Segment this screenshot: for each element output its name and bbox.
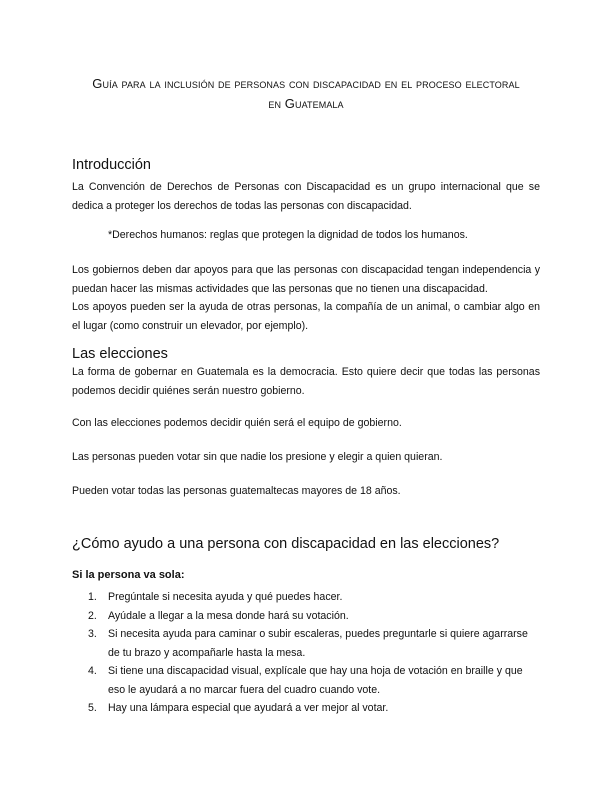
- document-title: [72, 74, 540, 114]
- elections-paragraph-4: Pueden votar todas las personas guatemaltecas mayores de 18 años.: [72, 485, 401, 497]
- list-text: Hay una lámpara especial que ayudará a ver mejor al votar.: [108, 702, 389, 714]
- list-number: 3.: [88, 628, 97, 640]
- list-text: Si tiene una discapacidad visual, explícale que hay una hoja de votación en braille y que eso le ayudará a no marcar fuera del cuadro cuando vote.: [108, 665, 523, 696]
- list-item: [72, 699, 540, 718]
- title-line-1: Guía para la inclusión de personas con discapacidad en el proceso electoral: [92, 76, 520, 91]
- list-number: 1.: [88, 591, 97, 603]
- elections-paragraph-2: Con las elecciones podemos decidir quién será el equipo de gobierno.: [72, 417, 402, 429]
- intro-heading: Introducción: [72, 157, 151, 173]
- intro-paragraph-1: La Convención de Derechos de Personas con Discapacidad es un grupo internacional que se dedica a proteger los derechos de todas las personas con discapacidad.: [72, 181, 540, 212]
- elections-heading: Las elecciones: [72, 346, 168, 362]
- help-heading: ¿Cómo ayudo a una persona con discapacidad en las elecciones?: [72, 536, 500, 552]
- list-number: 2.: [88, 609, 97, 622]
- title-line-2: en Guatemala: [268, 96, 344, 111]
- list-item: [72, 662, 540, 699]
- list-number: 4.: [88, 665, 97, 677]
- list-text: Ayúdale a llegar a la mesa donde hará su votación.: [108, 609, 349, 622]
- list-text: Pregúntale si necesita ayuda y qué puedes hacer.: [108, 591, 343, 603]
- elections-paragraph-3: Las personas pueden votar sin que nadie los presione y elegir a quien quieran.: [72, 451, 443, 463]
- intro-paragraph-3: Los apoyos pueden ser la ayuda de otras personas, la compañía de un animal, o cambiar algo en el lugar (como construir un elevador, por ejemplo).: [72, 301, 540, 332]
- help-subheading: Si la persona va sola:: [72, 569, 185, 581]
- list-item: [72, 588, 540, 607]
- list-number: 5.: [88, 702, 97, 714]
- help-steps-list: [72, 588, 540, 718]
- elections-paragraph-1: La forma de gobernar en Guatemala es la democracia. Esto quiere decir que todas las personas podemos decidir quiénes serán nuestro gobierno.: [72, 366, 540, 397]
- intro-paragraph-2: Los gobiernos deben dar apoyos para que las personas con discapacidad tengan independencia y puedan hacer las mismas actividades que las personas que no tienen una discapacidad.: [72, 264, 540, 295]
- list-item: [72, 607, 540, 626]
- list-text: Si necesita ayuda para caminar o subir escaleras, puedes preguntarle si quiere agarrarse de tu brazo y acompañarle hasta la mesa.: [108, 628, 528, 659]
- list-item: [72, 625, 540, 662]
- intro-note: *Derechos humanos: reglas que protegen la dignidad de todos los humanos.: [108, 229, 468, 241]
